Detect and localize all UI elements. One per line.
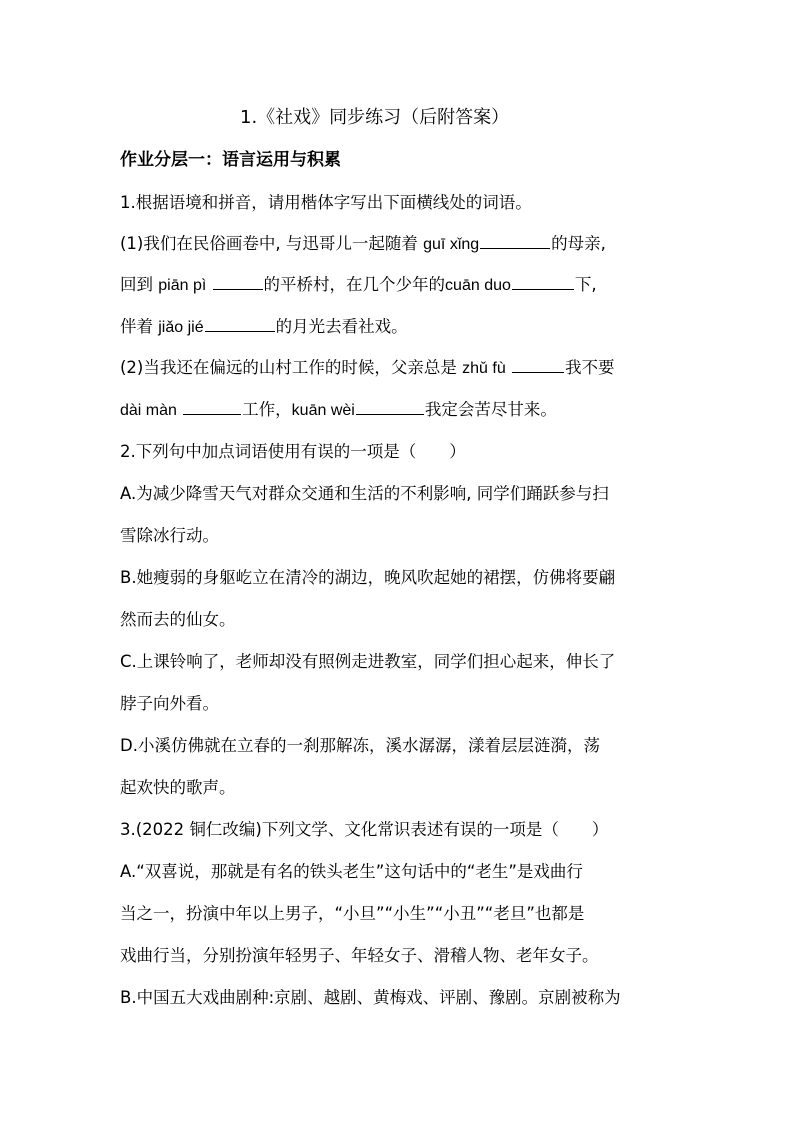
pinyin-pian-pi: piān pì [158, 277, 207, 294]
question-1-line-1 [120, 234, 606, 255]
question-2-option-c-line-2: 脖子向外看。 [120, 694, 219, 713]
question-3-option-a-line-1: A.“双喜说，那就是有名的铁头老生”这句话中的“老生”是戏曲行 [120, 862, 583, 881]
text-segment: 我不要 [564, 358, 615, 377]
question-3-option-b-line-1: B.中国五大戏曲剧种:京剧、越剧、黄梅戏、评剧、豫剧。京剧被称为 [120, 988, 621, 1007]
question-3-prompt: 3.(2022 铜仁改编)下列文学、文化常识表述有误的一项是（ ） [120, 820, 609, 839]
pinyin-gui-xing: guī xǐng [423, 236, 480, 253]
answer-blank-zhu-fu[interactable] [512, 371, 564, 373]
question-2-option-d-line-2: 起欢快的歌声。 [120, 778, 236, 797]
text-segment: 我定会苦尽甘来。 [424, 400, 557, 419]
question-1-line-5 [120, 400, 557, 421]
section-heading: 作业分层一：语言运用与积累 [120, 150, 341, 170]
question-1-prompt: 1.根据语境和拼音，请用楷体字写出下面横线处的词语。 [120, 193, 532, 212]
pinyin-jiao-jie: jiǎo jié [158, 319, 204, 336]
text-segment: 回到 [120, 275, 153, 294]
question-1-line-3 [120, 317, 408, 338]
text-segment: 的月光去看社戏。 [275, 317, 408, 336]
pinyin-cuan-duo: cuān duo [445, 277, 511, 294]
question-2-option-a-line-1: A.为减少降雪天气对群众交通和生活的不利影响, 同学们踊跃参与扫 [120, 484, 609, 503]
question-3-option-a-line-3: 戏曲行当，分别扮演年轻男子、年轻女子、滑稽人物、老年女子。 [120, 946, 599, 965]
answer-blank-pian-pi[interactable] [213, 288, 263, 290]
text-segment: 工作， [242, 400, 292, 419]
answer-blank-gui-xing[interactable] [480, 247, 550, 249]
answer-blank-dai-man[interactable] [183, 413, 241, 415]
pinyin-dai-man: dài màn [120, 402, 177, 419]
text-segment: (1)我们在民俗画卷中, 与迅哥儿一起随着 [120, 234, 418, 253]
text-segment: 的母亲, [551, 234, 606, 253]
question-2-option-c-line-1: C.上课铃响了，老师却没有照例走进教室，同学们担心起来，伸长了 [120, 652, 616, 671]
text-segment: 的平桥村，在几个少年的 [263, 275, 446, 294]
question-3-option-a-line-2: 当之一，扮演中年以上男子，“小旦”“小生”“小丑”“老旦”也都是 [120, 904, 585, 923]
answer-blank-kuan-wei[interactable] [356, 413, 424, 415]
question-1-line-4 [120, 358, 614, 379]
pinyin-kuan-wei: kuān wèi [291, 402, 355, 419]
question-2-prompt: 2.下列句中加点词语使用有误的一项是（ ） [120, 442, 466, 461]
text-segment: 下, [574, 275, 597, 294]
text-segment: 伴着 [120, 317, 153, 336]
question-1-line-2 [120, 275, 597, 296]
question-2-option-b-line-1: B.她瘦弱的身躯屹立在清冷的湖边，晚风吹起她的裙摆，仿佛将要翩 [120, 568, 616, 587]
answer-blank-cuan-duo[interactable] [512, 288, 574, 290]
page-title: 1.《社戏》同步练习（后附答案） [240, 107, 510, 128]
pinyin-zhu-fu: zhǔ fù [462, 360, 506, 377]
question-2-option-b-line-2: 然而去的仙女。 [120, 610, 236, 629]
question-2-option-a-line-2: 雪除冰行动。 [120, 526, 219, 545]
question-2-option-d-line-1: D.小溪仿佛就在立春的一刹那解冻，溪水潺潺，漾着层层涟漪，荡 [120, 736, 600, 755]
answer-blank-jiao-jie[interactable] [205, 330, 275, 332]
text-segment: (2)当我还在偏远的山村工作的时候，父亲总是 [120, 358, 457, 377]
